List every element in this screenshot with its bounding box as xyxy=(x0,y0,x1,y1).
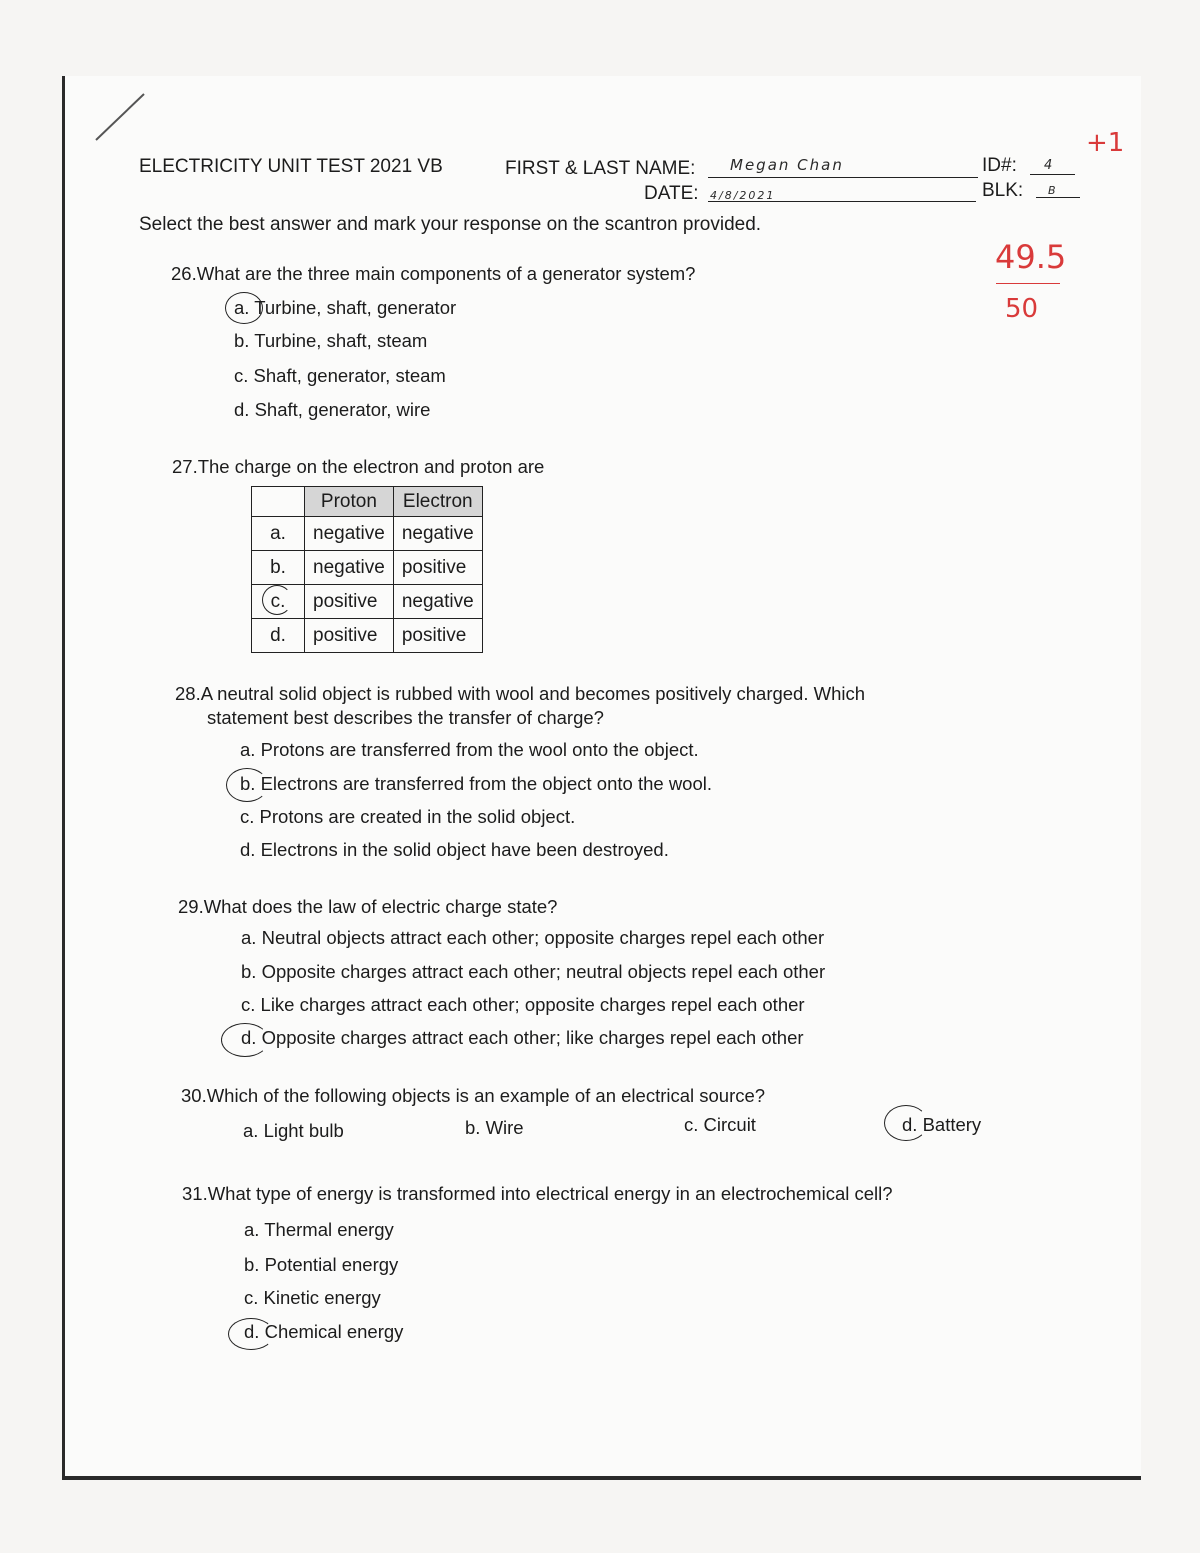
option-30a[interactable] xyxy=(243,1120,344,1142)
question-31 xyxy=(182,1183,893,1205)
table-header-proton: Proton xyxy=(305,487,394,517)
question-29 xyxy=(178,896,557,918)
option-text: Kinetic energy xyxy=(263,1287,381,1308)
option-31d[interactable] xyxy=(244,1321,403,1343)
option-text: Turbine, shaft, steam xyxy=(254,330,428,351)
row-letter: a. xyxy=(252,517,305,551)
option-text: Opposite charges attract each other; like charges repel each other xyxy=(261,1027,804,1048)
option-30b[interactable] xyxy=(465,1117,524,1139)
question-number: 27. xyxy=(172,456,198,477)
option-letter: d. xyxy=(234,399,250,420)
question-number: 29. xyxy=(178,896,204,917)
option-26d[interactable] xyxy=(234,399,430,421)
blk-underline xyxy=(1036,197,1080,198)
option-text: Battery xyxy=(922,1114,982,1135)
option-letter: d. xyxy=(244,1321,260,1342)
option-text: Light bulb xyxy=(263,1120,344,1141)
question-text: What are the three main components of a generator system? xyxy=(196,263,696,284)
option-29c[interactable] xyxy=(241,994,805,1016)
option-letter: c. xyxy=(241,994,256,1015)
name-value: Megan Chan xyxy=(730,156,844,174)
score-fraction-line xyxy=(996,283,1060,284)
option-letter: a. xyxy=(243,1120,259,1141)
option-letter: c. xyxy=(684,1114,699,1135)
answer-circle xyxy=(262,585,292,615)
question-27 xyxy=(172,456,544,478)
row-letter: d. xyxy=(252,619,305,653)
option-text: Chemical energy xyxy=(264,1321,404,1342)
option-letter: a. xyxy=(241,927,257,948)
option-28d[interactable] xyxy=(240,839,669,861)
table-row[interactable] xyxy=(252,517,483,551)
table-corner xyxy=(252,487,305,517)
score-value: 49.5 xyxy=(995,238,1067,276)
row-proton: negative xyxy=(305,517,394,551)
option-26a[interactable] xyxy=(234,297,456,319)
staple-mark xyxy=(90,88,150,148)
option-letter: c. xyxy=(240,806,255,827)
row-letter: c. xyxy=(252,585,305,619)
row-electron: positive xyxy=(393,619,482,653)
question-30 xyxy=(181,1085,765,1107)
option-29a[interactable] xyxy=(241,927,824,949)
option-29b[interactable] xyxy=(241,961,825,983)
option-text: Electrons are transferred from the object onto the wool. xyxy=(260,773,713,794)
option-31c[interactable] xyxy=(244,1287,381,1309)
question-number: 26. xyxy=(171,263,197,284)
score-total: 50 xyxy=(1005,294,1039,324)
row-electron: negative xyxy=(393,585,482,619)
charge-table xyxy=(251,486,483,653)
option-letter: b. xyxy=(241,961,257,982)
option-text: Neutral objects attract each other; opposite charges repel each other xyxy=(261,927,825,948)
option-letter: c. xyxy=(234,365,249,386)
option-31b[interactable] xyxy=(244,1254,398,1276)
question-text: What type of energy is transformed into electrical energy in an electrochemical cell? xyxy=(207,1183,893,1204)
option-26b[interactable] xyxy=(234,330,427,352)
option-text: Shaft, generator, wire xyxy=(254,399,431,420)
blk-label: BLK: xyxy=(982,180,1024,201)
option-31a[interactable] xyxy=(244,1219,394,1241)
option-letter: b. xyxy=(234,330,250,351)
option-text: Wire xyxy=(485,1117,524,1138)
option-letter: d. xyxy=(902,1114,918,1135)
table-row[interactable] xyxy=(252,551,483,585)
option-letter: b. xyxy=(240,773,256,794)
question-number: 30. xyxy=(181,1085,207,1106)
table-header-electron: Electron xyxy=(393,487,482,517)
option-text: Electrons in the solid object have been destroyed. xyxy=(260,839,669,860)
id-value: 4 xyxy=(1044,158,1055,173)
option-text: Circuit xyxy=(703,1114,756,1135)
date-label: DATE: xyxy=(644,183,699,204)
option-letter: d. xyxy=(241,1027,257,1048)
option-28a[interactable] xyxy=(240,739,699,761)
row-electron: positive xyxy=(393,551,482,585)
question-text: What does the law of electric charge state? xyxy=(203,896,558,917)
date-value: 4/8/2021 xyxy=(710,189,776,202)
option-29d[interactable] xyxy=(241,1027,804,1049)
option-28c[interactable] xyxy=(240,806,575,828)
id-underline xyxy=(1030,174,1075,175)
option-text: Opposite charges attract each other; neutral objects repel each other xyxy=(261,961,826,982)
table-row[interactable] xyxy=(252,619,483,653)
question-text: The charge on the electron and proton are xyxy=(197,456,545,477)
option-text: Like charges attract each other; opposite charges repel each other xyxy=(260,994,805,1015)
option-30d[interactable] xyxy=(902,1114,981,1136)
question-text: Which of the following objects is an example of an electrical source? xyxy=(206,1085,766,1106)
option-26c[interactable] xyxy=(234,365,446,387)
row-electron: negative xyxy=(393,517,482,551)
option-letter: b. xyxy=(244,1254,260,1275)
option-text: Turbine, shaft, generator xyxy=(254,297,457,318)
row-letter: b. xyxy=(252,551,305,585)
option-text: Thermal energy xyxy=(264,1219,394,1240)
option-text: Protons are created in the solid object. xyxy=(259,806,576,827)
question-26 xyxy=(171,263,695,285)
row-proton: negative xyxy=(305,551,394,585)
table-header-row xyxy=(252,487,483,517)
name-underline xyxy=(708,177,978,178)
option-letter: a. xyxy=(240,739,256,760)
blk-value: B xyxy=(1048,184,1058,197)
test-title: ELECTRICITY UNIT TEST 2021 VB xyxy=(139,156,443,177)
option-text: Potential energy xyxy=(264,1254,399,1275)
option-text: Shaft, generator, steam xyxy=(253,365,446,386)
id-label: ID#: xyxy=(982,155,1017,176)
option-30c[interactable] xyxy=(684,1114,756,1136)
name-label: FIRST & LAST NAME: xyxy=(505,158,696,179)
instructions: Select the best answer and mark your response on the scantron provided. xyxy=(139,214,762,235)
bonus-mark: +1 xyxy=(1086,128,1125,158)
question-text: A neutral solid object is rubbed with wool and becomes positively charged. Which xyxy=(200,683,866,704)
question-number: 31. xyxy=(182,1183,208,1204)
option-letter: c. xyxy=(244,1287,259,1308)
question-28-line2: statement best describes the transfer of charge? xyxy=(207,707,604,728)
option-28b[interactable] xyxy=(240,773,712,795)
option-letter: a. xyxy=(234,297,250,318)
option-letter: a. xyxy=(244,1219,260,1240)
option-letter: d. xyxy=(240,839,256,860)
row-proton: positive xyxy=(305,619,394,653)
question-28 xyxy=(175,683,865,705)
option-letter: b. xyxy=(465,1117,481,1138)
row-proton: positive xyxy=(305,585,394,619)
question-number: 28. xyxy=(175,683,201,704)
option-text: Protons are transferred from the wool onto the object. xyxy=(260,739,699,760)
